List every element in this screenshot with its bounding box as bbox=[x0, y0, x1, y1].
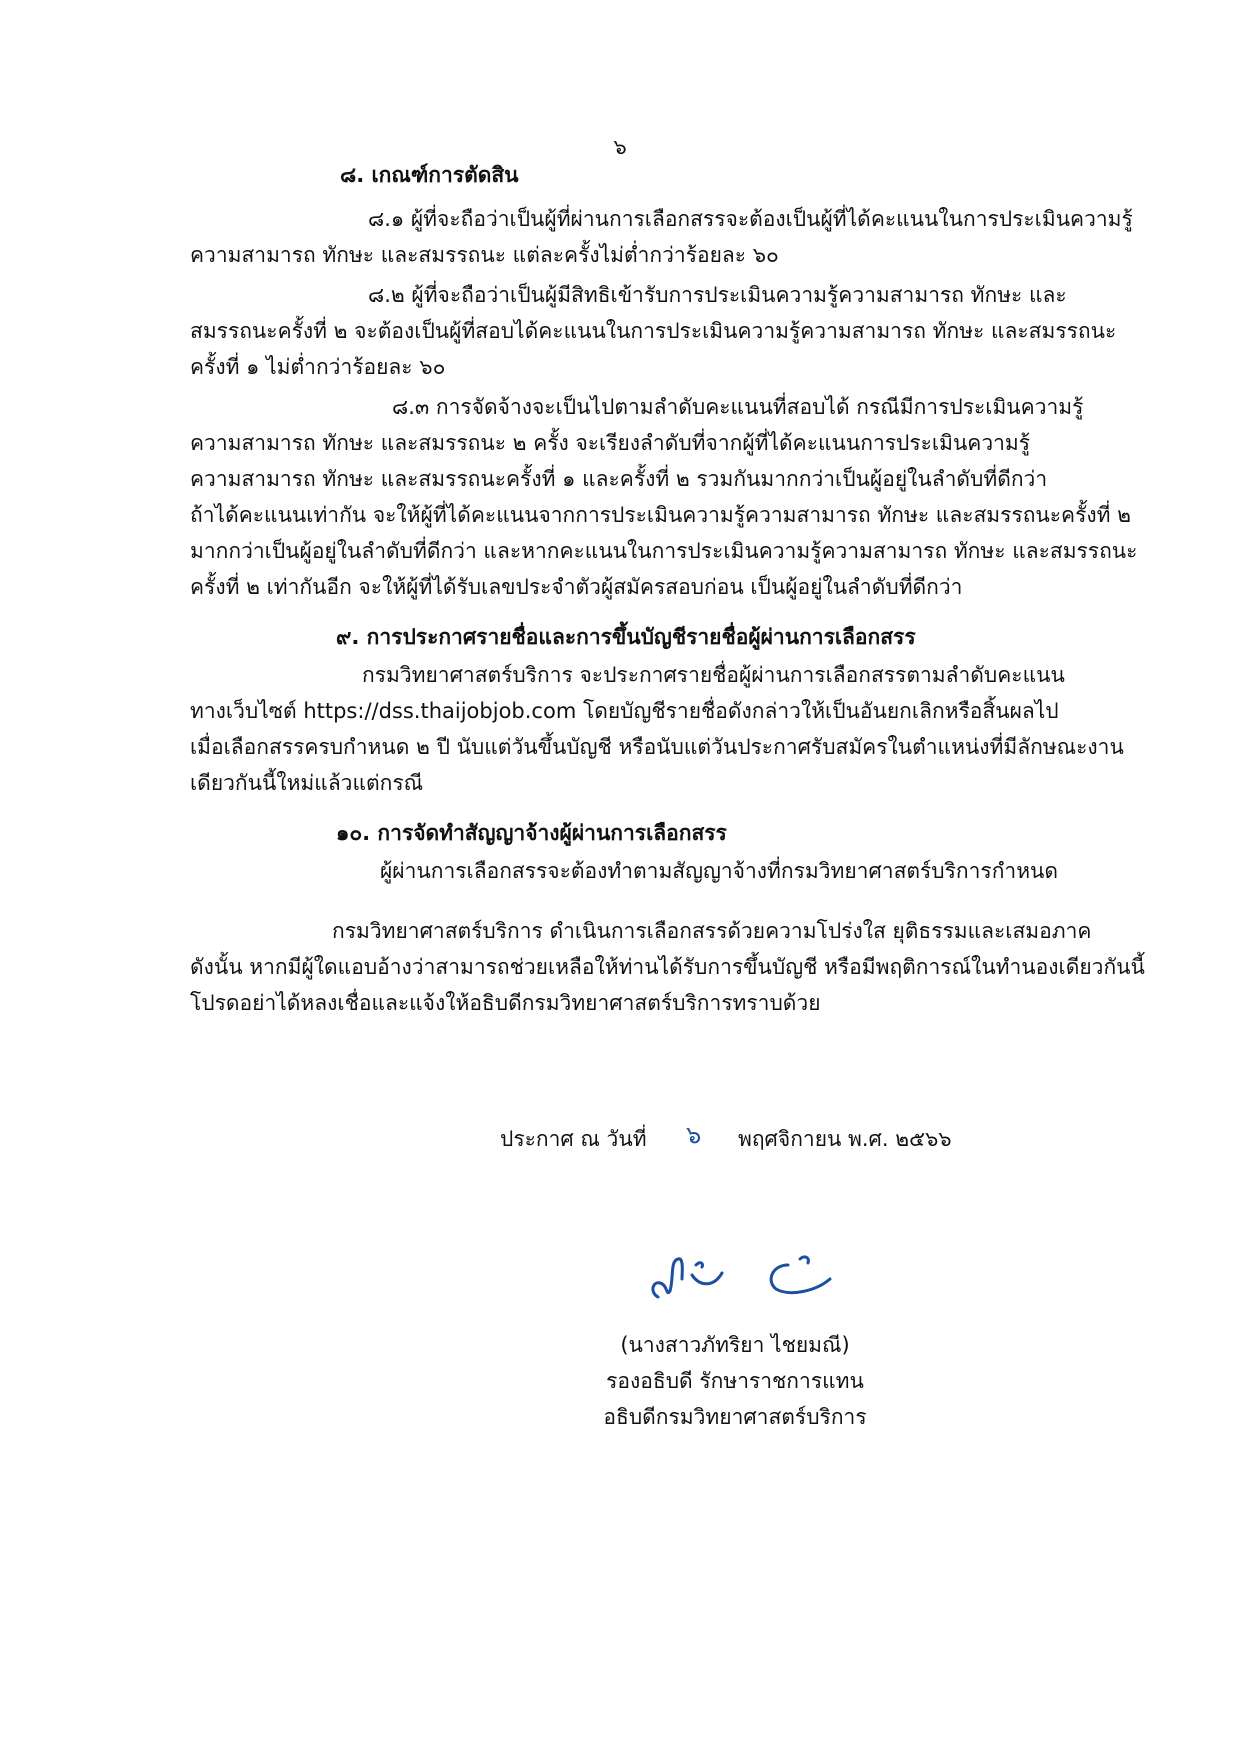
section-9-line-2: ทางเว็บไซต์ https://dss.thaijobjob.com โดยบัญชีรายชื่อดังกล่าวให้เป็นอันยกเลิกหรือสิ้นผลไป bbox=[190, 699, 1059, 723]
section-8-1-line-1: ๘.๑ ผู้ที่จะถือว่าเป็นผู้ที่ผ่านการเลือกสรรจะต้องเป็นผู้ที่ได้คะแนนในการประเมินความรู้ bbox=[368, 207, 1133, 231]
closing-line-2: ดังนั้น หากมีผู้ใดแอบอ้างว่าสามารถช่วยเหลือให้ท่านได้รับการขึ้นบัญชี หรือมีพฤติการณ์ในทำนองเดียวกันนี้ bbox=[190, 955, 1145, 979]
section-10-heading: ๑๐. การจัดทำสัญญาจ้างผู้ผ่านการเลือกสรร bbox=[336, 821, 727, 845]
section-8-3-line-5: มากกว่าเป็นผู้อยู่ในลำดับที่ดีกว่า และหากคะแนนในการประเมินความรู้ความสามารถ ทักษะ และสมรรถนะ bbox=[190, 539, 1138, 563]
section-8-3-line-6: ครั้งที่ ๒ เท่ากันอีก จะให้ผู้ที่ได้รับเลขประจำตัวผู้สมัครสอบก่อน เป็นผู้อยู่ในลำดับที่ดีกว่า bbox=[190, 575, 963, 599]
section-10-line: ผู้ผ่านการเลือกสรรจะต้องทำตามสัญญาจ้างที่กรมวิทยาศาสตร์บริการกำหนด bbox=[380, 859, 1059, 883]
section-8-heading: ๘. เกณฑ์การตัดสิน bbox=[340, 163, 519, 187]
signature-image bbox=[640, 1235, 870, 1325]
announcement-day: ๖ bbox=[686, 1121, 702, 1149]
closing-line-3: โปรดอย่าได้หลงเชื่อและแจ้งให้อธิบดีกรมวิทยาศาสตร์บริการทราบด้วย bbox=[190, 991, 821, 1015]
section-8-3-line-4: ถ้าได้คะแนนเท่ากัน จะให้ผู้ที่ได้คะแนนจากการประเมินความรู้ความสามารถ ทักษะ และสมรรถนะครั้งที่ ๒ bbox=[190, 503, 1131, 527]
section-8-3-line-3: ความสามารถ ทักษะ และสมรรถนะครั้งที่ ๑ และครั้งที่ ๒ รวมกันมากกว่าเป็นผู้อยู่ในลำดับที่ดีกว่า bbox=[190, 467, 1048, 491]
section-8-3-line-2: ความสามารถ ทักษะ และสมรรถนะ ๒ ครั้ง จะเรียงลำดับที่จากผู้ที่ได้คะแนนการประเมินความรู้ bbox=[190, 431, 1031, 455]
announcement-prefix: ประกาศ ณ วันที่ bbox=[500, 1127, 647, 1151]
closing-line-1: กรมวิทยาศาสตร์บริการ ดำเนินการเลือกสรรด้วยความโปร่งใส ยุติธรรมและเสมอภาค bbox=[332, 919, 1092, 943]
section-9-heading: ๙. การประกาศรายชื่อและการขึ้นบัญชีรายชื่อผู้ผ่านการเลือกสรร bbox=[336, 625, 916, 649]
section-8-2-line-1: ๘.๒ ผู้ที่จะถือว่าเป็นผู้มีสิทธิเข้ารับการประเมินความรู้ความสามารถ ทักษะ และ bbox=[368, 283, 1067, 307]
page-number: ๖ bbox=[613, 135, 627, 159]
section-9-line-1: กรมวิทยาศาสตร์บริการ จะประกาศรายชื่อผู้ผ่านการเลือกสรรตามลำดับคะแนน bbox=[362, 663, 1065, 687]
announcement-month-year: พฤศจิกายน พ.ศ. ๒๕๖๖ bbox=[738, 1127, 952, 1151]
section-8-2-line-2: สมรรถนะครั้งที่ ๒ จะต้องเป็นผู้ที่สอบได้คะแนนในการประเมินความรู้ความสามารถ ทักษะ และสมรรถนะ bbox=[190, 319, 1117, 343]
signatory-name: (นางสาวภัทริยา ไชยมณี) bbox=[620, 1333, 850, 1357]
signatory-position-2: อธิบดีกรมวิทยาศาสตร์บริการ bbox=[603, 1405, 867, 1429]
signatory-position-1: รองอธิบดี รักษาราชการแทน bbox=[606, 1369, 864, 1393]
section-8-2-line-3: ครั้งที่ ๑ ไม่ต่ำกว่าร้อยละ ๖๐ bbox=[190, 355, 446, 379]
section-8-3-line-1: ๘.๓ การจัดจ้างจะเป็นไปตามลำดับคะแนนที่สอบได้ กรณีมีการประเมินความรู้ bbox=[392, 395, 1084, 419]
section-9-line-3: เมื่อเลือกสรรครบกำหนด ๒ ปี นับแต่วันขึ้นบัญชี หรือนับแต่วันประกาศรับสมัครในตำแหน่งที่มีลักษณะงาน bbox=[190, 735, 1124, 759]
section-9-line-4: เดียวกันนี้ใหม่แล้วแต่กรณี bbox=[190, 771, 424, 795]
section-8-1-line-2: ความสามารถ ทักษะ และสมรรถนะ แต่ละครั้งไม่ต่ำกว่าร้อยละ ๖๐ bbox=[190, 243, 779, 267]
